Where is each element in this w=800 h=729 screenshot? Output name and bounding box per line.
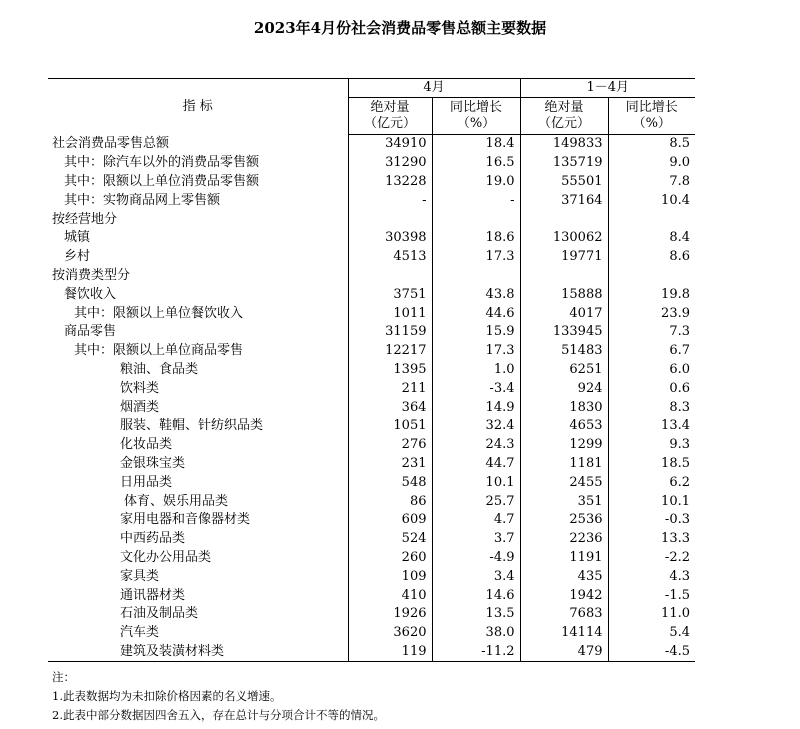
cell-ytd-yoy: 7.3 [608, 323, 695, 342]
table-row [48, 135, 695, 154]
row-label: 汽车类 [120, 625, 160, 641]
col-header-ytd-yoy [608, 98, 695, 135]
table-row [48, 436, 695, 455]
row-label: 烟酒类 [120, 399, 160, 415]
cell-apr-yoy: 32.4 [432, 417, 520, 436]
row-label: 其中：限额以上单位消费品零售额 [64, 173, 260, 189]
cell-apr-abs: 211 [348, 379, 432, 398]
cell-ytd-yoy: 10.1 [608, 492, 695, 511]
cell-ytd-abs [520, 210, 608, 229]
cell-ytd-abs: 1942 [520, 586, 608, 605]
cell-apr-abs: 1926 [348, 605, 432, 624]
cell-apr-yoy: 10.1 [432, 473, 520, 492]
cell-apr-abs: 109 [348, 567, 432, 586]
table-row [48, 379, 695, 398]
cell-ytd-yoy: 23.9 [608, 304, 695, 323]
cell-ytd-yoy: 6.0 [608, 361, 695, 380]
row-label: 金银珠宝类 [120, 455, 186, 471]
cell-ytd-abs: 1299 [520, 436, 608, 455]
cell-ytd-yoy: 18.5 [608, 455, 695, 474]
cell-ytd-yoy: -0.3 [608, 511, 695, 530]
cell-apr-abs: 31159 [348, 323, 432, 342]
cell-apr-abs: - [348, 191, 432, 210]
cell-apr-yoy: 18.6 [432, 229, 520, 248]
table-row [48, 304, 695, 323]
yoy-label: 同比增长 [449, 100, 502, 115]
row-label: 日用品类 [120, 474, 173, 490]
group-header-jan-apr: 1－4月 [520, 79, 695, 98]
cell-ytd-abs: 19771 [520, 248, 608, 267]
cell-apr-yoy: 13.5 [432, 605, 520, 624]
notes [52, 668, 385, 725]
cell-ytd-abs: 924 [520, 379, 608, 398]
row-label: 按经营地分 [52, 211, 118, 227]
cell-ytd-yoy: 8.5 [608, 135, 695, 154]
cell-apr-yoy: -3.4 [432, 379, 520, 398]
cell-ytd-yoy: -4.5 [608, 643, 695, 662]
cell-apr-yoy: 44.6 [432, 304, 520, 323]
cell-ytd-yoy: 8.4 [608, 229, 695, 248]
cell-apr-abs [348, 267, 432, 286]
cell-ytd-abs: 2236 [520, 530, 608, 549]
abs-label: 绝对量 [370, 100, 410, 115]
row-label: 商品零售 [64, 324, 117, 340]
cell-ytd-yoy: 11.0 [608, 605, 695, 624]
cell-ytd-yoy: 8.6 [608, 248, 695, 267]
cell-apr-abs: 609 [348, 511, 432, 530]
cell-ytd-yoy: 19.8 [608, 285, 695, 304]
cell-apr-yoy: 16.5 [432, 154, 520, 173]
cell-apr-abs [348, 210, 432, 229]
row-label: 建筑及装潢材料类 [48, 643, 348, 662]
cell-ytd-yoy: 8.3 [608, 398, 695, 417]
cell-ytd-abs: 351 [520, 492, 608, 511]
row-label: 其中：限额以上单位餐饮收入 [74, 305, 244, 321]
cell-ytd-abs: 37164 [520, 191, 608, 210]
table-row [48, 511, 695, 530]
cell-apr-yoy: 43.8 [432, 285, 520, 304]
table-row [48, 567, 695, 586]
cell-ytd-abs: 2536 [520, 511, 608, 530]
cell-apr-abs: 13228 [348, 173, 432, 192]
cell-apr-yoy: - [432, 191, 520, 210]
row-label: 家用电器和音像器材类 [120, 512, 251, 528]
cell-apr-yoy: 14.6 [432, 586, 520, 605]
cell-ytd-abs: 4017 [520, 304, 608, 323]
yoy-unit: （%） [456, 116, 496, 131]
cell-apr-abs: 12217 [348, 342, 432, 361]
cell-ytd-yoy: 13.3 [608, 530, 695, 549]
table-row [48, 173, 695, 192]
yoy-label: 同比增长 [625, 100, 678, 115]
cell-ytd-yoy: 13.4 [608, 417, 695, 436]
col-header-apr-yoy [432, 98, 520, 135]
table-row [48, 191, 695, 210]
cell-ytd-yoy: 4.3 [608, 567, 695, 586]
yoy-unit: （%） [632, 116, 671, 131]
table-row [48, 210, 695, 229]
cell-ytd-yoy: 0.6 [608, 379, 695, 398]
page-title: 2023年4月份社会消费品零售总额主要数据 [253, 19, 547, 37]
cell-ytd-yoy: 6.2 [608, 473, 695, 492]
cell-apr-yoy: 1.0 [432, 361, 520, 380]
cell-apr-abs: 364 [348, 398, 432, 417]
cell-ytd-abs: 1181 [520, 455, 608, 474]
table-row [48, 342, 695, 361]
cell-ytd-yoy: 9.3 [608, 436, 695, 455]
row-label: 社会消费品零售总额 [52, 136, 170, 152]
table-row [48, 267, 695, 286]
cell-apr-yoy: 17.3 [432, 342, 520, 361]
cell-apr-abs: 231 [348, 455, 432, 474]
cell-apr-yoy: 38.0 [432, 624, 520, 643]
cell-apr-yoy: 19.0 [432, 173, 520, 192]
cell-ytd-abs: 6251 [520, 361, 608, 380]
table-row [48, 605, 695, 624]
abs-unit: （亿元） [537, 116, 590, 131]
cell-apr-abs: 86 [348, 492, 432, 511]
abs-label: 绝对量 [544, 100, 584, 115]
cell-ytd-abs: 149833 [520, 135, 608, 154]
row-label: 其中：除汽车以外的消费品零售额 [64, 155, 260, 171]
cell-ytd-abs: 1830 [520, 398, 608, 417]
row-label: 粮油、食品类 [120, 361, 199, 377]
cell-apr-yoy: -11.2 [432, 643, 520, 662]
cell-apr-yoy: 4.7 [432, 511, 520, 530]
row-label: 通讯器材类 [120, 587, 186, 603]
table-row [48, 586, 695, 605]
cell-ytd-abs: 51483 [520, 342, 608, 361]
cell-apr-yoy: 3.4 [432, 567, 520, 586]
cell-ytd-yoy [608, 267, 695, 286]
cell-apr-abs: 30398 [348, 229, 432, 248]
table-row [48, 643, 695, 662]
abs-unit: （亿元） [363, 116, 416, 131]
note-item: 2.此表中部分数据因四舍五入，存在总计与分项合计不等的情况。 [52, 708, 385, 722]
cell-apr-abs: 34910 [348, 135, 432, 154]
row-label: 中西药品类 [120, 531, 186, 547]
cell-apr-abs: 1395 [348, 361, 432, 380]
cell-ytd-yoy: 5.4 [608, 624, 695, 643]
cell-ytd-yoy: 9.0 [608, 154, 695, 173]
cell-ytd-abs: 55501 [520, 173, 608, 192]
row-label: 家具类 [120, 568, 160, 584]
table-row [48, 530, 695, 549]
notes-heading: 注： [52, 670, 75, 684]
cell-apr-abs: 410 [348, 586, 432, 605]
cell-apr-abs: 31290 [348, 154, 432, 173]
table-row [48, 154, 695, 173]
cell-apr-abs: 1011 [348, 304, 432, 323]
table-row [48, 248, 695, 267]
table-row [48, 549, 695, 568]
row-label: 按消费类型分 [52, 267, 131, 283]
table-row [48, 398, 695, 417]
table-row [48, 624, 695, 643]
cell-apr-yoy [432, 210, 520, 229]
table-row [48, 455, 695, 474]
cell-ytd-abs: 7683 [520, 605, 608, 624]
group-header-april: 4月 [348, 79, 520, 98]
indicator-header: 指 标 [48, 79, 348, 135]
cell-apr-abs: 524 [348, 530, 432, 549]
cell-apr-abs: 3620 [348, 624, 432, 643]
table-row [48, 492, 695, 511]
cell-ytd-abs: 14114 [520, 624, 608, 643]
cell-apr-abs: 260 [348, 549, 432, 568]
cell-apr-yoy: 15.9 [432, 323, 520, 342]
table-header [48, 79, 695, 135]
cell-apr-yoy: -4.9 [432, 549, 520, 568]
cell-apr-abs: 3751 [348, 285, 432, 304]
cell-ytd-abs: 133945 [520, 323, 608, 342]
cell-ytd-abs: 2455 [520, 473, 608, 492]
col-header-apr-abs [348, 98, 432, 135]
cell-apr-abs: 119 [348, 643, 432, 662]
cell-apr-yoy: 17.3 [432, 248, 520, 267]
cell-ytd-abs: 4653 [520, 417, 608, 436]
cell-ytd-yoy: -1.5 [608, 586, 695, 605]
cell-ytd-yoy [608, 210, 695, 229]
note-item: 1.此表数据均为未扣除价格因素的名义增速。 [52, 689, 282, 703]
cell-ytd-yoy: 7.8 [608, 173, 695, 192]
table-body [48, 135, 695, 662]
data-table [48, 78, 695, 662]
cell-apr-yoy: 14.9 [432, 398, 520, 417]
cell-ytd-yoy: -2.2 [608, 549, 695, 568]
cell-apr-yoy: 24.3 [432, 436, 520, 455]
row-label: 餐饮收入 [64, 286, 117, 302]
table-row [48, 285, 695, 304]
table-row [48, 473, 695, 492]
table-row [48, 361, 695, 380]
cell-apr-yoy [432, 267, 520, 286]
cell-ytd-abs: 15888 [520, 285, 608, 304]
cell-ytd-abs: 1191 [520, 549, 608, 568]
cell-ytd-yoy: 10.4 [608, 191, 695, 210]
cell-apr-abs: 4513 [348, 248, 432, 267]
row-label: 石油及制品类 [120, 606, 199, 622]
cell-apr-abs: 276 [348, 436, 432, 455]
cell-ytd-abs: 435 [520, 567, 608, 586]
row-label: 体育、娱乐用品类 [124, 493, 229, 509]
row-label: 乡村 [64, 249, 91, 265]
cell-ytd-abs: 479 [520, 643, 608, 662]
cell-apr-yoy: 3.7 [432, 530, 520, 549]
row-label: 化妆品类 [120, 437, 173, 453]
row-label: 文化办公用品类 [120, 549, 212, 565]
cell-apr-abs: 548 [348, 473, 432, 492]
table-row [48, 417, 695, 436]
cell-ytd-abs: 135719 [520, 154, 608, 173]
row-label: 城镇 [64, 230, 91, 246]
cell-ytd-yoy: 6.7 [608, 342, 695, 361]
row-label: 服装、鞋帽、针纺织品类 [120, 418, 264, 434]
col-header-ytd-abs [520, 98, 608, 135]
table-row [48, 229, 695, 248]
cell-ytd-abs: 130062 [520, 229, 608, 248]
cell-apr-abs: 1051 [348, 417, 432, 436]
row-label: 其中：限额以上单位商品零售 [74, 343, 244, 359]
table-row [48, 323, 695, 342]
cell-apr-yoy: 25.7 [432, 492, 520, 511]
row-label: 饮料类 [120, 380, 160, 396]
cell-ytd-abs [520, 267, 608, 286]
cell-apr-yoy: 44.7 [432, 455, 520, 474]
cell-apr-yoy: 18.4 [432, 135, 520, 154]
row-label: 其中：实物商品网上零售额 [64, 192, 221, 208]
